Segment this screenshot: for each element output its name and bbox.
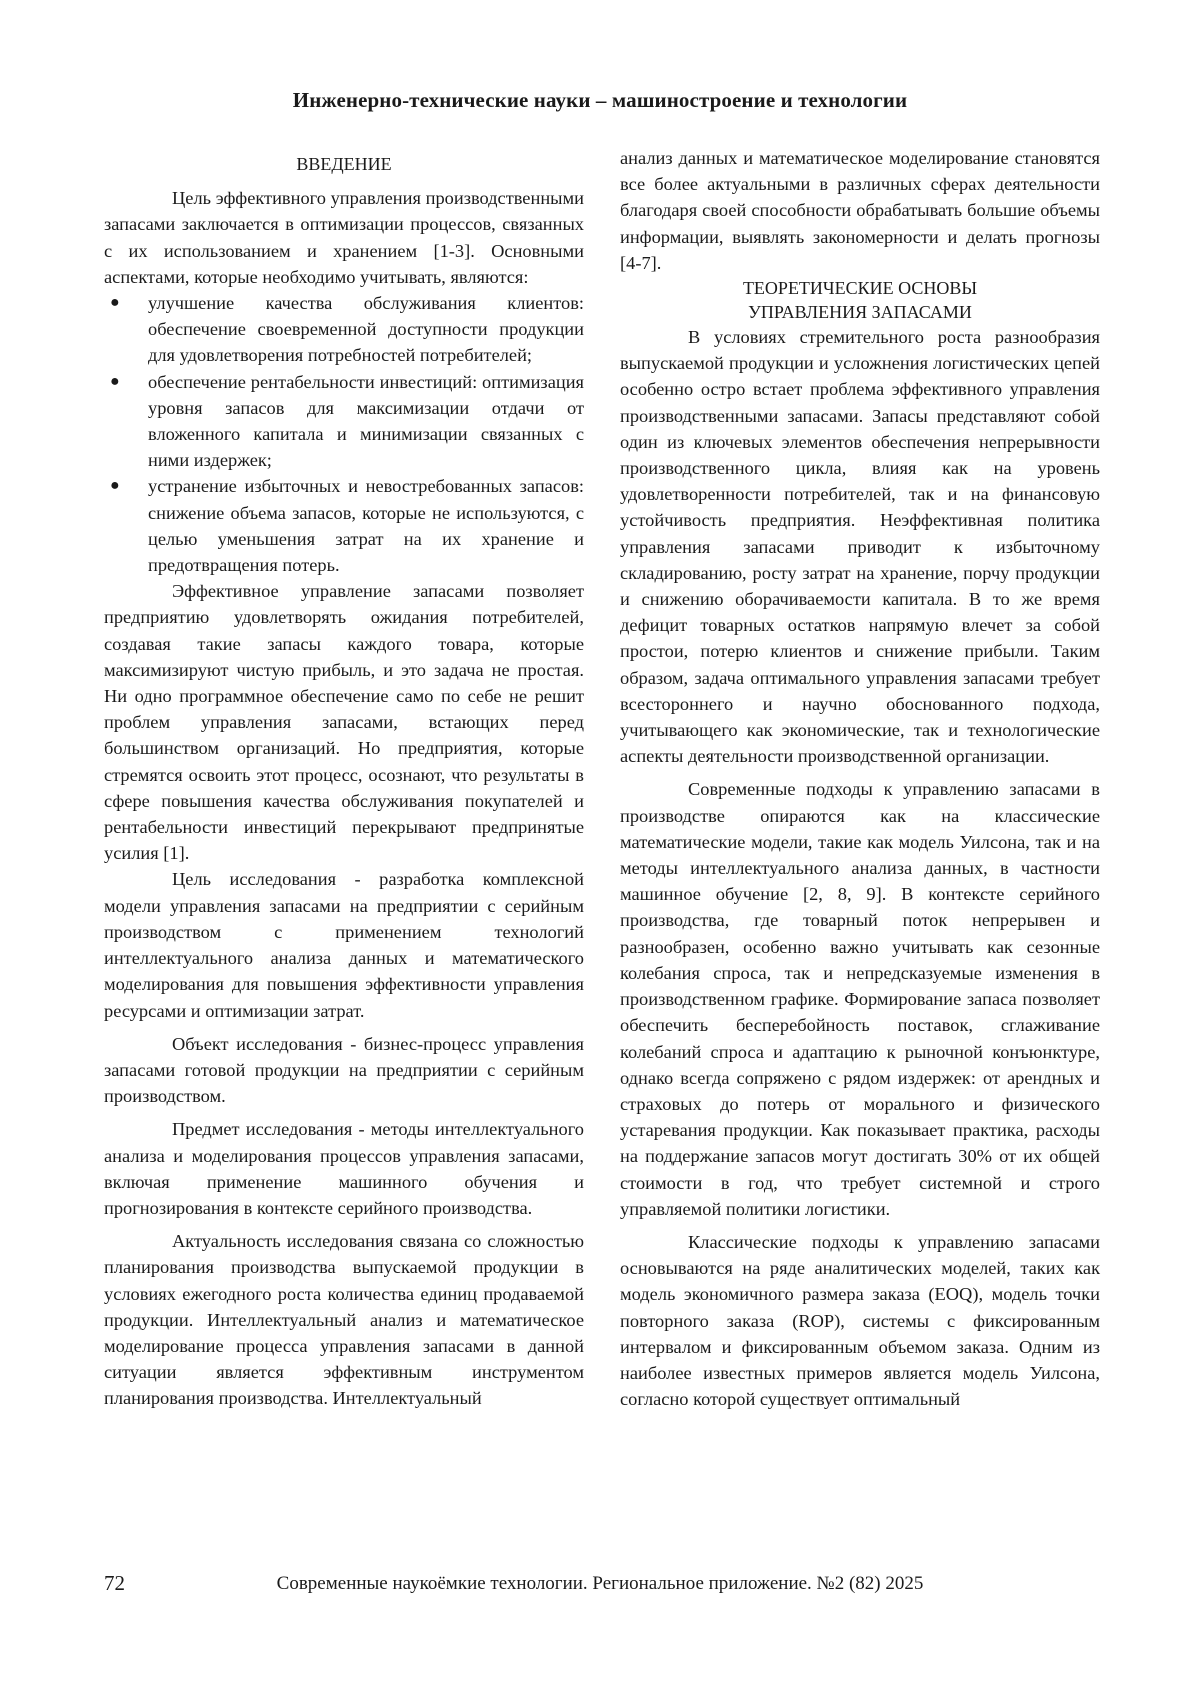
paragraph-intro: Цель эффективного управления производственными запасами заключается в оптимизации процессов, связанных с их использованием и хранением [1-3]. Основными аспектами, которые необходимо учитывать, являются: (104, 188, 584, 287)
section-heading-theory-line1: ТЕОРЕТИЧЕСКИЕ ОСНОВЫ (742, 278, 978, 299)
bullet-icon: ● (110, 294, 120, 312)
paragraph: В условиях стремительного роста разнообразия выпускаемой продукции и усложнения логистических цепей особенно остро встает проблема эффективного управления производственными запасами. Запасы представляют собой один из ключевых элементов обеспечения непрерывности производственного цикла, влияя как на уровень удовлетворенности потребителей, так и на финансовую устойчивость предприятия. Неэффективная политика управления запасами приводит к избыточному складированию, росту затрат на хранение, порчу продукции и снижению оборачиваемости капитала. В то же время дефицит товарных остатков напрямую влечет за собой простои, потерю клиентов и снижение прибыли. Таким образом, задача оптимального управления запасами требует всестороннего и научно обоснованного подхода, учитывающего как экономические, так и технологические аспекты деятельности производственной организации. (620, 327, 1100, 767)
bullet-icon: ● (110, 372, 120, 390)
section-heading-introduction: ВВЕДЕНИЕ (296, 154, 392, 174)
paragraph-object: Объект исследования - бизнес-процесс управления запасами готовой продукции на предприятии с серийным производством. (104, 1033, 584, 1107)
list-item: ● обеспечение рентабельности инвестиций: оптимизация уровня запасов для максимизации отдачи от вложенного капитала и минимизации связанных с ними издержек; (104, 369, 584, 474)
bullet-icon: ● (110, 477, 120, 495)
paragraph-relevance: Актуальность исследования связана со сложностью планирования производства выпускаемой продукции в условиях ежегодного роста количества единиц продаваемой продукции. Интеллектуальный анализ и математическое моделирование процесса управления запасами в данной ситуации является эффективным инструментом планирования производства. Интеллектуальный (104, 1231, 584, 1409)
right-column (620, 145, 1100, 1412)
paragraph: Современные подходы к управлению запасами в производстве опираются как на классические математические модели, такие как модель Уилсона, так и на методы интеллектуального анализа данных, в частности машинное обучение [2, 8, 9]. В контексте серийного производства, где товарный поток непрерывен и разнообразен, особенно важно учитывать как сезонные колебания спроса, так и непредсказуемые изменения в производственном графике. Формирование запаса позволяет обеспечить бесперебойность поставок, сглаживание колебаний спроса и адаптацию к рыночной конъюнктуре, однако всегда сопряжено с рядом издержек: от арендных и страховых до потерь от морального и физического устаревания продукции. Как показывает практика, расходы на поддержание запасов могут достигать 30% от их общей стоимости в год, что требует системной и строго управляемой политики логистики. (620, 779, 1100, 1219)
paragraph-goal: Цель исследования - разработка комплексной модели управления запасами на предприятии с серийным производством с применением технологий интеллектуального анализа данных и математического моделирования для повышения эффективности управления ресурсами и оптимизации затрат. (104, 869, 584, 1021)
bullet-list (104, 290, 584, 578)
section-heading-theory-line2: УПРАВЛЕНИЯ ЗАПАСАМИ (748, 302, 972, 323)
list-item: ● улучшение качества обслуживания клиентов: обеспечение своевременной доступности продукции для удовлетворения потребностей потребителей; (104, 290, 584, 369)
paragraph: Классические подходы к управлению запасами основываются на ряде аналитических моделей, таких как модель экономичного размера заказа (EOQ), модель точки повторного заказа (ROP), системы с фиксированным интервалом и фиксированным объемом заказа. Одним из наиболее известных примеров является модель Уилсона, согласно которой существует оптимальный (620, 1231, 1100, 1410)
running-header: Инженерно-технические науки – машиностроение и технологии (292, 88, 908, 112)
paragraph-continued: анализ данных и математическое моделирование становятся все более актуальными в различных сферах деятельности благодаря своей способности обрабатывать большие объемы информации, выявлять закономерности и делать прогнозы [4-7]. (620, 148, 1100, 273)
list-item: ● устранение избыточных и невостребованных запасов: снижение объема запасов, которые не используются, с целью уменьшения затрат на их хранение и предотвращения потерь. (104, 473, 584, 578)
paragraph: Эффективное управление запасами позволяет предприятию удовлетворять ожидания потребителей, создавая такие запасы каждого товара, которые максимизируют чистую прибыль, и это задача не простая. Ни одно программное обеспечение само по себе не решит проблем управления запасами, встающих перед большинством организаций. Но предприятия, которые стремятся освоить этот процесс, осознают, что результаты в сфере повышения качества обслуживания покупателей и рентабельности инвестиций перекрывают предпринятые усилия [1]. (104, 581, 584, 864)
paragraph-subject: Предмет исследования - методы интеллектуального анализа и моделирования процессов управления запасами, включая применение машинного обучения и прогнозирования в контексте серийного производства. (104, 1119, 584, 1218)
page-number: 72 (104, 1571, 125, 1595)
left-column (104, 151, 584, 1412)
journal-title: Современные наукоёмкие технологии. Региональное приложение. №2 (82) 2025 (276, 1573, 924, 1594)
